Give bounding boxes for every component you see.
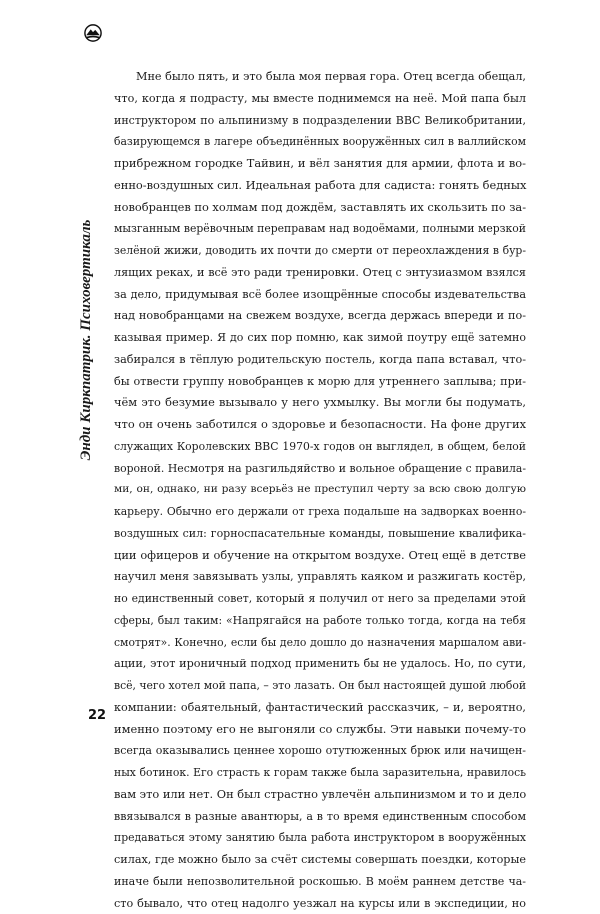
text-line: ных ботинок. Его страсть к горам также была заразительна, нравилось — [114, 762, 526, 784]
text-line: воздушных сил: горноспасательные команды, повышение квалифика- — [114, 523, 526, 545]
text-line: ми, он, однако, ни разу всерьёз не преступил черту за всю свою долгую — [114, 479, 526, 501]
body-text — [114, 66, 526, 914]
text-line: ввязывался в разные авантюры, а в то время единственным способом — [114, 806, 526, 828]
text-line: иначе были непозволительной роскошью. В моём раннем детстве ча- — [114, 871, 526, 893]
text-line: ции офицеров и обучение на открытом воздухе. Отец ещё в детстве — [114, 545, 526, 567]
text-line: что, когда я подрасту, мы вместе поднимемся на неё. Мой папа был — [114, 88, 526, 110]
text-line: карьеру. Обычно его держали от греха подальше на задворках военно- — [114, 501, 526, 523]
text-line: казывая пример. Я до сих пор помню, как зимой поутру ещё затемно — [114, 327, 526, 349]
text-line: всё, чего хотел мой папа, – это лазать. Он был настоящей душой любой — [114, 675, 526, 697]
text-line: Мне было пять, и это была моя первая гора. Отец всегда обещал, — [114, 66, 526, 88]
text-line: что он очень заботился о здоровье и безопасности. На фоне других — [114, 414, 526, 436]
text-line: за дело, придумывая всё более изощрённые способы издевательства — [114, 284, 526, 306]
text-line: вороной. Несмотря на разгильдяйство и вольное обращение с правила- — [114, 458, 526, 480]
text-line: чём это безумие вызывало у него ухмылку. Вы могли бы подумать, — [114, 392, 526, 414]
text-line: предаваться этому занятию была работа инструктором в вооружённых — [114, 827, 526, 849]
text-line: бы отвести группу новобранцев к морю для утреннего заплыва; при- — [114, 371, 526, 393]
text-line: смотрят». Конечно, если бы дело дошло до назначения маршалом ави- — [114, 632, 526, 654]
text-line: зелёной жижи, доводить их почти до смерти от переохлаждения в бур- — [114, 240, 526, 262]
running-head-title: Энди Киркпатрик. Психовертикаль — [76, 60, 96, 620]
text-line: служащих Королевских ВВС 1970-х годов он выглядел, в общем, белой — [114, 436, 526, 458]
text-line: силах, где можно было за счёт системы совершать поездки, которые — [114, 849, 526, 871]
text-line: именно поэтому его не выгоняли со службы. Эти навыки почему-то — [114, 719, 526, 741]
text-line: забирался в тёплую родительскую постель, когда папа вставал, что- — [114, 349, 526, 371]
text-line: мызганным верёвочным переправам над водоёмами, полными мерзкой — [114, 218, 526, 240]
text-line: научил меня завязывать узлы, управлять каяком и разжигать костёр, — [114, 566, 526, 588]
text-line: вам это или нет. Он был страстно увлечён альпинизмом и то и дело — [114, 784, 526, 806]
text-line: енно-воздушных сил. Идеальная работа для садиста: гонять бедных — [114, 175, 526, 197]
text-line: над новобранцами на свежем воздухе, всегда держась впереди и по- — [114, 305, 526, 327]
page-number: 22 — [88, 708, 106, 723]
text-line: сферы, был таким: «Напрягайся на работе только тогда, когда на тебя — [114, 610, 526, 632]
text-line: базирующемся в лагере объединённых вооружённых сил в валлийском — [114, 131, 526, 153]
text-line: ации, этот ироничный подход применить бы не удалось. Но, по сути, — [114, 653, 526, 675]
text-line: сто бывало, что отец надолго уезжал на курсы или в экспедиции, но — [114, 893, 526, 914]
text-line: но единственный совет, который я получил от него за пределами этой — [114, 588, 526, 610]
text-line: новобранцев по холмам под дождём, заставлять их скользить по за- — [114, 197, 526, 219]
text-line: прибрежном городке Тайвин, и вёл занятия для армии, флота и во- — [114, 153, 526, 175]
text-line: компании: обаятельный, фантастический рассказчик, – и, вероятно, — [114, 697, 526, 719]
text-line: всегда оказывались ценнее хорошо отутюженных брюк или начищен- — [114, 740, 526, 762]
text-line: инструктором по альпинизму в подразделении ВВС Великобритании, — [114, 110, 526, 132]
mountain-circle-icon — [84, 24, 102, 42]
text-line: лящих реках, и всё это ради тренировки. Отец с энтузиазмом взялся — [114, 262, 526, 284]
